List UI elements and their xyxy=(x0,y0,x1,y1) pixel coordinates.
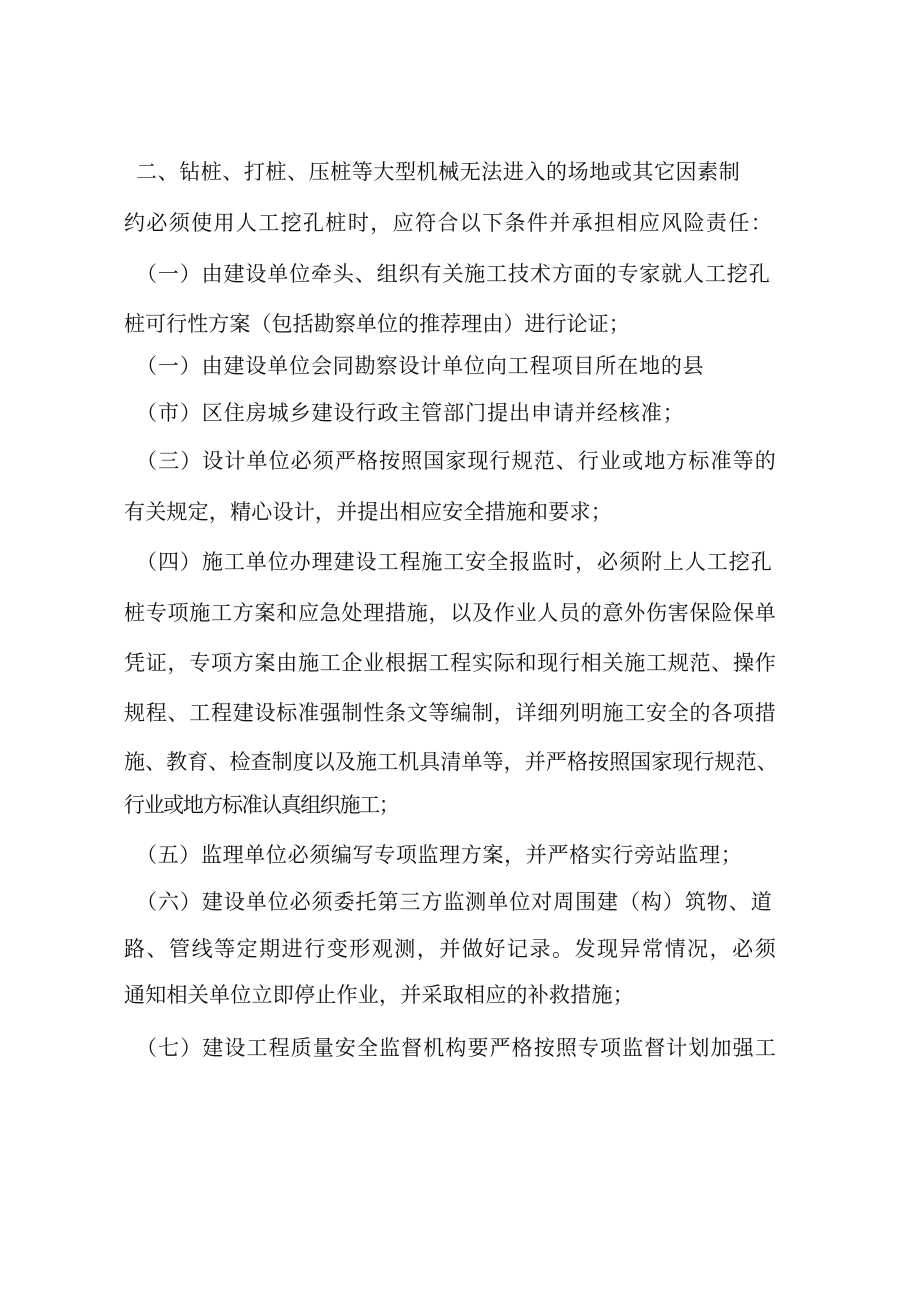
text-line-16: （六）建设单位必须委托第三方监测单位对周围建（构）筑物、道 xyxy=(136,890,773,914)
text-line-19: （七）建设工程质量安全监督机构要严格按照专项监督计划加强工 xyxy=(136,1036,777,1060)
text-line-3: （一）由建设单位牵头、组织有关施工技术方面的专家就人工挖孔 xyxy=(136,262,771,286)
text-line-17: 路、管线等定期进行变形观测，并做好记录。发现异常情况，必须 xyxy=(124,937,778,961)
text-line-7: （三）设计单位必须严格按照国家现行规范、行业或地方标准等的 xyxy=(136,449,777,473)
text-line-18: 通知相关单位立即停止作业，并采取相应的补救措施； xyxy=(124,983,634,1007)
text-line-15: （五）监理单位必须编写专项监理方案，并严格实行旁站监理； xyxy=(136,843,743,867)
text-line-6: （市）区住房城乡建设行政主管部门提出申请并经核准； xyxy=(136,401,685,425)
text-line-8: 有关规定，精心设计，并提出相应安全措施和要求； xyxy=(124,500,612,524)
text-line-5: （一）由建设单位会同勘察设计单位向工程项目所在地的县 xyxy=(136,354,705,378)
text-line-2: 约必须使用人工挖孔桩时，应符合以下条件并承担相应风险责任： xyxy=(124,211,774,235)
text-line-10: 桩专项施工方案和应急处理措施，以及作业人员的意外伤害保险保单 xyxy=(124,601,777,625)
text-line-13: 施、教育、检查制度以及施工机具清单等，并严格按照国家现行规范、 xyxy=(124,750,778,774)
text-line-4: 桩可行性方案（包括勘察单位的推荐理由）进行论证； xyxy=(124,312,630,336)
text-line-12: 规程、工程建设标准强制性条文等编制，详细列明施工安全的各项措 xyxy=(124,701,777,725)
text-line-11: 凭证，专项方案由施工企业根据工程实际和现行相关施工规范、操作 xyxy=(124,651,777,675)
text-line-1: 二、钻桩、打桩、压桩等大型机械无法进入的场地或其它因素制 xyxy=(136,160,741,184)
text-line-14: 行业或地方标准认真组织施工； xyxy=(124,793,399,817)
text-line-9: （四）施工单位办理建设工程施工安全报监时，必须附上人工挖孔 xyxy=(136,550,773,574)
